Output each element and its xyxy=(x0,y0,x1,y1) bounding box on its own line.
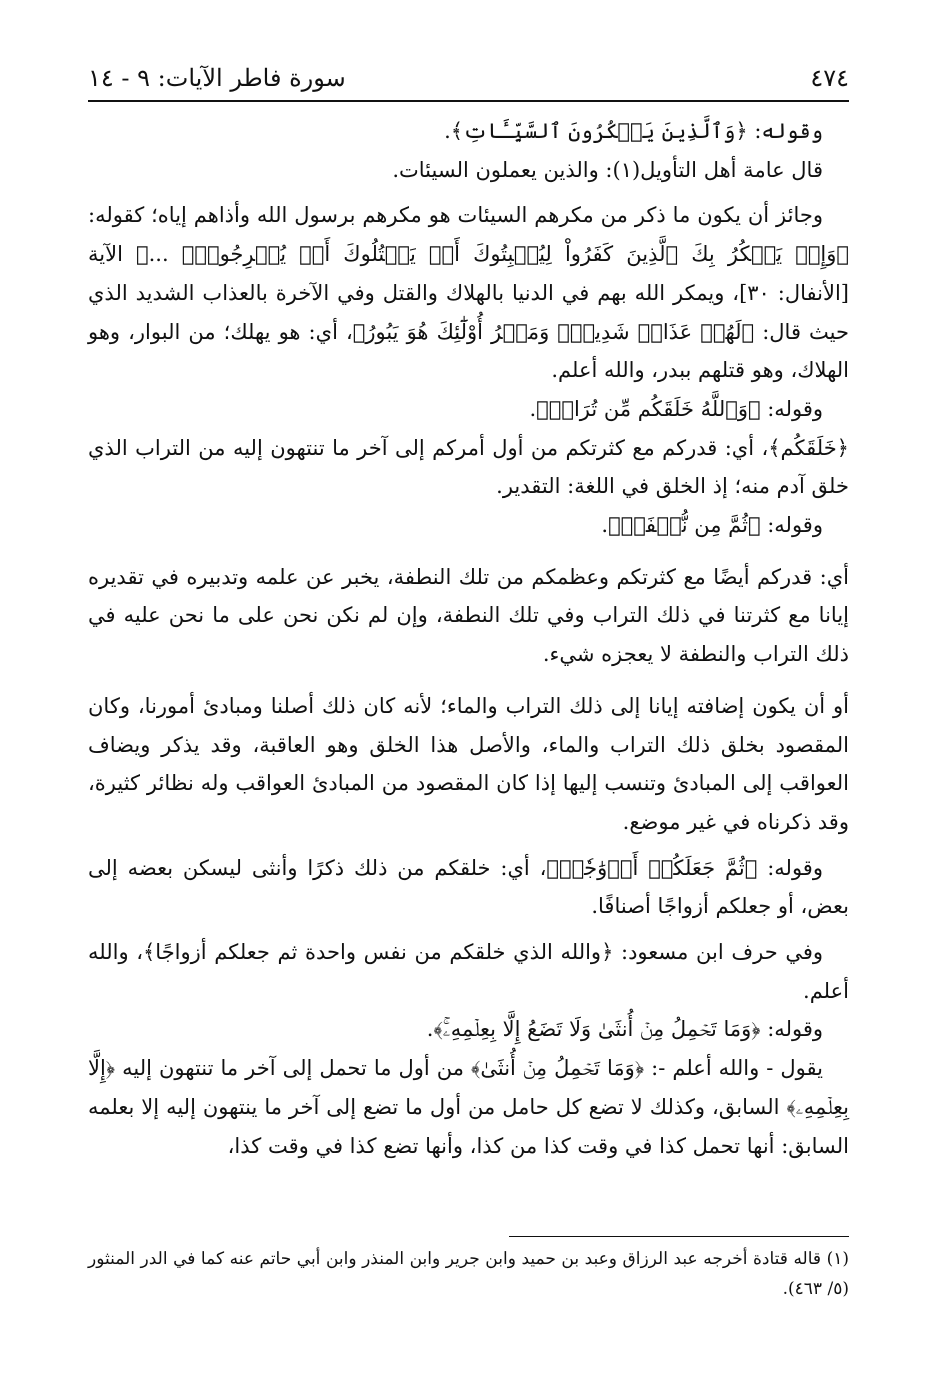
main-text xyxy=(88,112,849,1165)
paragraph-1: وقوله: ﴿وَٱلَّذِينَ يَمۡكُرُونَ ٱلسَّيِّـَٔاتِ﴾. xyxy=(444,119,823,143)
paragraph-5: ﴿خَلَقَكُم﴾، أي: قدركم مع كثرتكم من أول أمركم إلى آخر ما تنتهون إليه من التراب الذي خلق آدم منه؛ إذ الخلق في اللغة: التقدير. xyxy=(88,435,849,499)
footnote-divider xyxy=(509,1236,849,1237)
paragraph-10: وفي حرف ابن مسعود: ﴿والله الذي خلقكم من نفس واحدة ثم جعلكم أزواجًا﴾، والله أعلم. xyxy=(88,940,849,1003)
header-divider xyxy=(88,100,849,102)
paragraph-8: أو أن يكون إضافته إيانا إلى ذلك التراب والماء؛ لأنه كان ذلك أصلنا ومبادئ أمورنا، وكان المقصود بخلق ذلك التراب والماء، والأصل هذا الخلق وهو العاقبة، وقد يذكر ويضاف العواقب إلى المبادئ وتنسب إليها إذا كان المقصود من المبادئ العواقب وله نظائر كثيرة، وقد ذكرناه في غير موضع. xyxy=(88,693,849,834)
paragraph-6: وقوله: ﴿ثُمَّ مِن نُّطۡفَةٖ﴾. xyxy=(601,513,823,538)
paragraph-11: وقوله: ﴿وَمَا تَحۡمِلُ مِنۡ أُنثَىٰ وَلَا تَضَعُ إِلَّا بِعِلۡمِهِۦۚ﴾. xyxy=(426,1017,823,1042)
footnote-text: (١) قاله قتادة أخرجه عبد الرزاق وعبد بن حميد وابن جرير وابن المنذر وابن أبي حاتم عنه كما في الدر المنثور (٥/ ٤٦٣). xyxy=(88,1249,849,1299)
paragraph-9: وقوله: ﴿ثُمَّ جَعَلَكُمۡ أَزۡوَٰجٗاۚ﴾، أي: خلقكم من ذلك ذكرًا وأنثى ليسكن بعضه إلى بعض، أو جعلكم أزواجًا أصنافًا. xyxy=(88,855,849,919)
paragraph-4: وقوله: ﴿وَٱللَّهُ خَلَقَكُم مِّن تُرَابٖ﴾. xyxy=(529,396,823,421)
page-number: ٤٧٤ xyxy=(810,64,849,92)
footnote xyxy=(88,1244,849,1304)
running-title: سورة فاطر الآيات: ٩ - ١٤ xyxy=(88,64,346,92)
page-header xyxy=(88,58,849,98)
paragraph-2: قال عامة أهل التأويل(١): والذين يعملون السيئات. xyxy=(392,157,823,182)
paragraph-12: يقول - والله أعلم -: ﴿وَمَا تَحۡمِلُ مِنۡ أُنثَىٰ﴾ من أول ما تحمل إلى آخر ما تنتهون إليه ﴿إِلَّا بِعِلۡمِهِۦ﴾ السابق، وكذلك لا تضع كل حامل من أول ما تضع إلى آخر ما ينتهون إليه إلا بعلمه السابق: أنها تحمل كذا في وقت كذا من كذا، وأنها تضع كذا في وقت كذا، xyxy=(88,1056,849,1158)
paragraph-3: وجائز أن يكون ما ذكر من مكرهم السيئات هو مكرهم برسول الله وأذاهم إياه؛ كقوله: ﴿وَإِذۡ يَمۡكُرُ بِكَ ٱلَّذِينَ كَفَرُواْ لِيُثۡبِتُوكَ أَوۡ يَقۡتُلُوكَ أَوۡ يُخۡرِجُوكَۚ ...﴾ الآية [الأنفال: ٣٠]، ويمكر الله بهم في الدنيا بالهلاك والقتل وفي الآخرة بالعذاب الشديد الذي حيث قال: ﴿لَهُمۡ عَذَابٞ شَدِيدٞۖ وَمَكۡرُ أُوْلَٰٓئِكَ هُوَ يَبُورُ﴾، أي: هو يهلك؛ من البوار، وهو الهلاك، وهو قتلهم ببدر، والله أعلم. xyxy=(88,203,849,383)
paragraph-7: أي: قدركم أيضًا مع كثرتكم وعظمكم من تلك النطفة، يخبر عن علمه وتدبيره في تقديره إيانا مع كثرتنا في ذلك التراب وفي تلك النطفة، وإن لم نكن نحن على ما نحن عليه في ذلك التراب والنطفة لا يعجزه شيء. xyxy=(88,564,849,667)
